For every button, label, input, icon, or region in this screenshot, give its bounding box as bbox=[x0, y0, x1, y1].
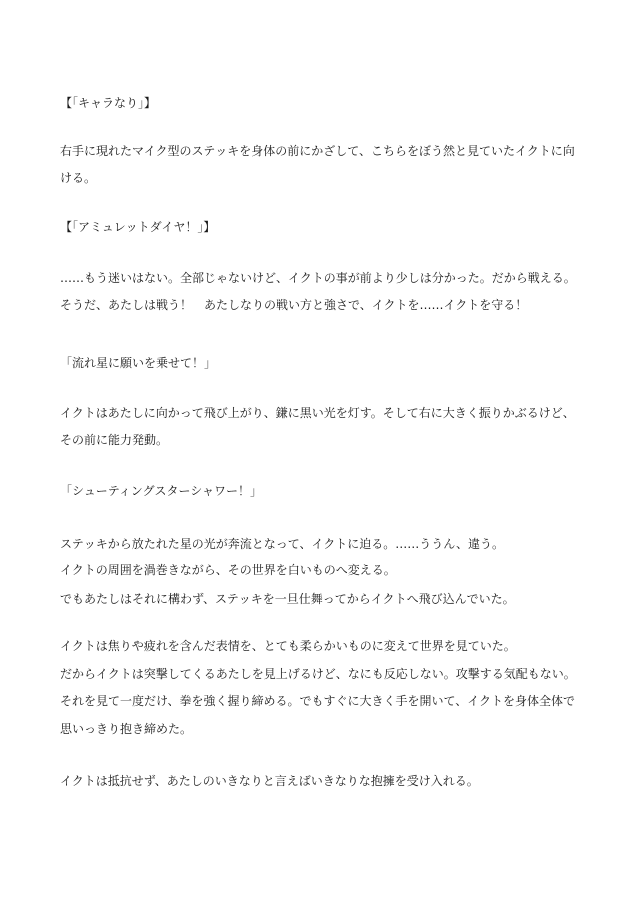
text-line: ける。 bbox=[60, 171, 97, 185]
text-line: イクトの周囲を渦巻きながら、その世界を白いものへ変える。 bbox=[60, 563, 396, 577]
text-line: その前に能力発動。 bbox=[60, 433, 169, 447]
text-line: 【「キャラなり」】 bbox=[60, 96, 157, 110]
text-line: そうだ、あたしは戦う！ あたしなりの戦い方と強さで、イクトを……イクトを守る！ bbox=[60, 298, 528, 312]
text-line: 右手に現れたマイク型のステッキを身体の前にかざして、こちらをぼう然と見ていたイクトに向 bbox=[60, 144, 575, 158]
text-line: でもあたしはそれに構わず、ステッキを一旦仕舞ってからイクトへ飛び込んでいた。 bbox=[60, 592, 515, 606]
text-line: 「流れ星に願いを乗せて！」 bbox=[60, 356, 217, 370]
text-line: 【「アミュレットダイヤ！」】 bbox=[60, 220, 216, 234]
text-line: それを見て一度だけ、拳を強く握り締める。でもすぐに大きく手を開いて、イクトを身体全体で bbox=[60, 694, 576, 708]
text-line: イクトはあたしに向かって飛び上がり、鎌に黒い光を灯す。そして右に大きく振りかぶるけど、 bbox=[60, 406, 575, 420]
text-line: だからイクトは突撃してくるあたしを見上げるけど、なにも反応しない。攻撃する気配もない。 bbox=[60, 667, 576, 681]
text-line: イクトは焦りや疲れを含んだ表情を、とても柔らかいものに変えて世界を見ていた。 bbox=[60, 639, 516, 653]
text-line: イクトは抵抗せず、あたしのいきなりと言えばいきなりな抱擁を受け入れる。 bbox=[60, 774, 479, 788]
text-line: 思いっきり抱き締めた。 bbox=[60, 722, 193, 736]
text-line: ……もう迷いはない。全部じゃないけど、イクトの事が前より少しは分かった。だから戦える。 bbox=[60, 271, 576, 285]
text-line: ステッキから放たれた星の光が奔流となって、イクトに迫る。……ううん、違う。 bbox=[60, 537, 505, 551]
text-line: 「シューティングスターシャワー！」 bbox=[60, 484, 262, 498]
